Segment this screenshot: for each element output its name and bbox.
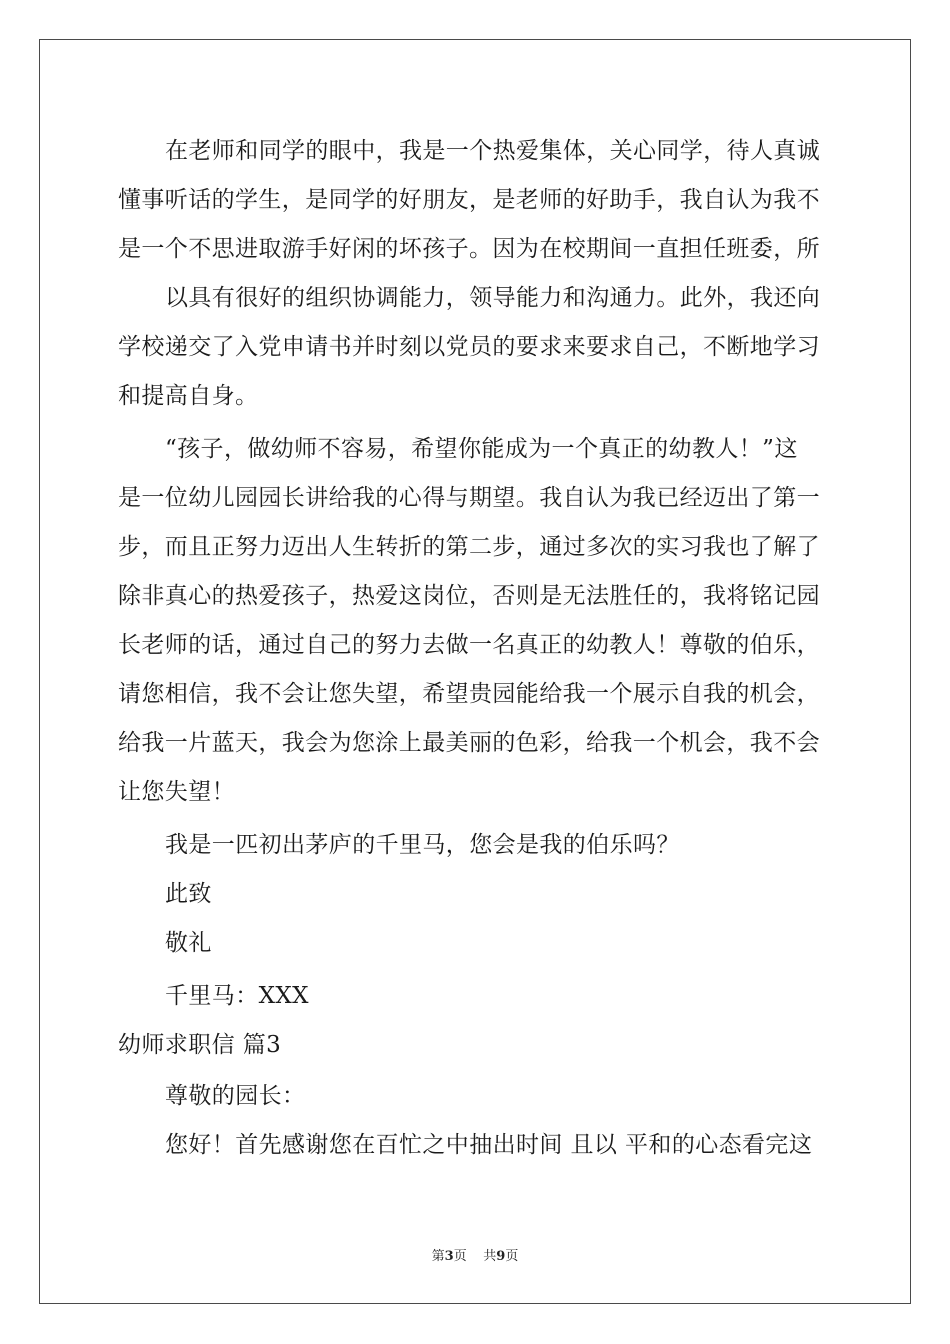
signature-line: 千里马：XXX — [165, 983, 309, 1009]
closing-salutation: 敬礼 — [165, 930, 212, 956]
paragraph-line: 您好！首先感谢您在百忙之中抽出时间 且以 平和的心态看完这 — [165, 1132, 813, 1158]
paragraph-line: 步，而且正努力迈出人生转折的第二步，通过多次的实习我也了解了 — [118, 534, 820, 560]
paragraph-line: 长老师的话，通过自己的努力去做一名真正的幼教人！尊敬的伯乐， — [118, 632, 820, 658]
page-footer — [0, 1249, 950, 1265]
paragraph-line: 我是一匹初出茅庐的千里马，您会是我的伯乐吗？ — [165, 832, 680, 858]
paragraph-line: 请您相信，我不会让您失望，希望贵园能给我一个展示自我的机会， — [118, 681, 820, 707]
greeting-line: 尊敬的园长： — [165, 1083, 306, 1109]
section-heading: 幼师求职信 篇3 — [118, 1032, 282, 1058]
paragraph-line: 是一个不思进取游手好闲的坏孩子。因为在校期间一直担任班委，所 — [118, 236, 820, 262]
total-pages-indicator: 共9页 — [483, 1249, 519, 1264]
paragraph-line: 在老师和同学的眼中，我是一个热爱集体，关心同学，待人真诚 — [165, 138, 821, 164]
paragraph-line: 懂事听话的学生，是同学的好朋友，是老师的好助手，我自认为我不 — [118, 187, 820, 213]
paragraph-line: 让您失望！ — [118, 779, 235, 805]
total-pages: 9 — [496, 1249, 506, 1264]
page-border — [39, 39, 911, 1304]
paragraph-line: 给我一片蓝天，我会为您涂上最美丽的色彩，给我一个机会，我不会 — [118, 730, 820, 756]
paragraph-line: 学校递交了入党申请书并时刻以党员的要求来要求自己，不断地学习 — [118, 334, 820, 360]
page-indicator: 第3页 — [431, 1249, 467, 1264]
paragraph-line: “孩子，做幼师不容易，希望你能成为一个真正的幼教人！”这 — [165, 436, 798, 462]
paragraph-line: 除非真心的热爱孩子，热爱这岗位，否则是无法胜任的，我将铭记园 — [118, 583, 820, 609]
paragraph-line: 和提高自身。 — [118, 383, 259, 409]
closing-salutation: 此致 — [165, 881, 212, 907]
paragraph-line: 是一位幼儿园园长讲给我的心得与期望。我自认为我已经迈出了第一 — [118, 485, 820, 511]
page-number: 3 — [444, 1249, 454, 1264]
paragraph-line: 以具有很好的组织协调能力，领导能力和沟通力。此外，我还向 — [165, 285, 821, 311]
